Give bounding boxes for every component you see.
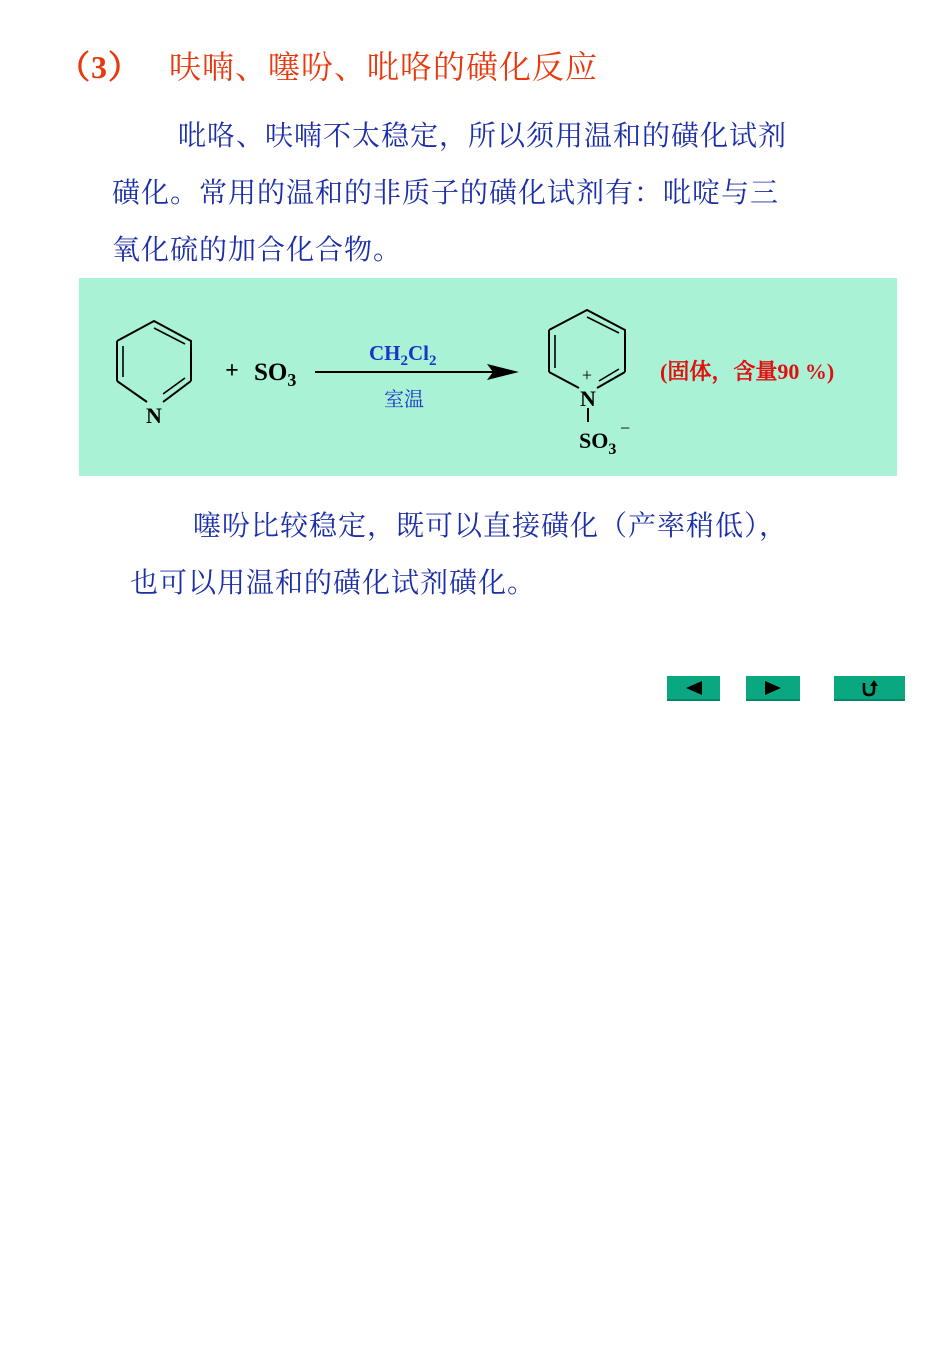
pyridine-nitrogen-label: N: [146, 403, 162, 428]
solvent-sub1: 2: [400, 353, 408, 369]
return-arrow-icon: [859, 679, 881, 697]
sulfonate-subscript: 3: [608, 441, 617, 458]
reaction-scheme: [79, 278, 897, 476]
so3-reactant-subscript: 3: [287, 370, 297, 390]
product-nitrogen-label: N: [580, 386, 596, 411]
paragraph1-line2: 磺化。常用的温和的非质子的磺化试剂有：吡啶与三: [112, 176, 780, 209]
paragraph2-line2: 也可以用温和的磺化试剂磺化。: [130, 566, 537, 599]
return-button[interactable]: [834, 676, 905, 701]
left-triangle-icon: [684, 680, 704, 696]
solvent-main: CH: [369, 341, 401, 365]
plus-sign: +: [225, 358, 239, 384]
negative-charge-label: −: [620, 418, 631, 438]
sulfonate-group-label: [579, 428, 616, 458]
previous-slide-button[interactable]: [667, 676, 720, 701]
paragraph1-line3: 氧化硫的加合化合物。: [112, 233, 403, 266]
solvent-label: [369, 341, 437, 369]
positive-charge-label: +: [581, 365, 593, 385]
sulfonate-main: SO: [579, 428, 609, 453]
solvent-cl: Cl: [408, 341, 429, 365]
right-triangle-icon: [763, 680, 783, 696]
next-slide-button[interactable]: [746, 676, 800, 701]
slide-title: [58, 42, 598, 88]
product-note: (固体，含量90 %): [660, 359, 835, 384]
condition-label: 室温: [384, 387, 424, 411]
paragraph1-line1: 吡咯、呋喃不太稳定，所以须用温和的磺化试剂: [178, 119, 788, 152]
reaction-diagram: [79, 278, 897, 476]
paragraph2-line1: 噻吩比较稳定，既可以直接磺化（产率稍低），: [193, 509, 789, 542]
pyridine-reactant: [117, 321, 191, 402]
solvent-sub2: 2: [429, 353, 437, 369]
so3-reactant-main: SO: [254, 359, 288, 386]
section-number: （3）: [58, 49, 142, 85]
section-title-text: 呋喃、噻吩、吡咯的磺化反应: [169, 48, 599, 86]
so3-reactant-label: [254, 359, 296, 390]
